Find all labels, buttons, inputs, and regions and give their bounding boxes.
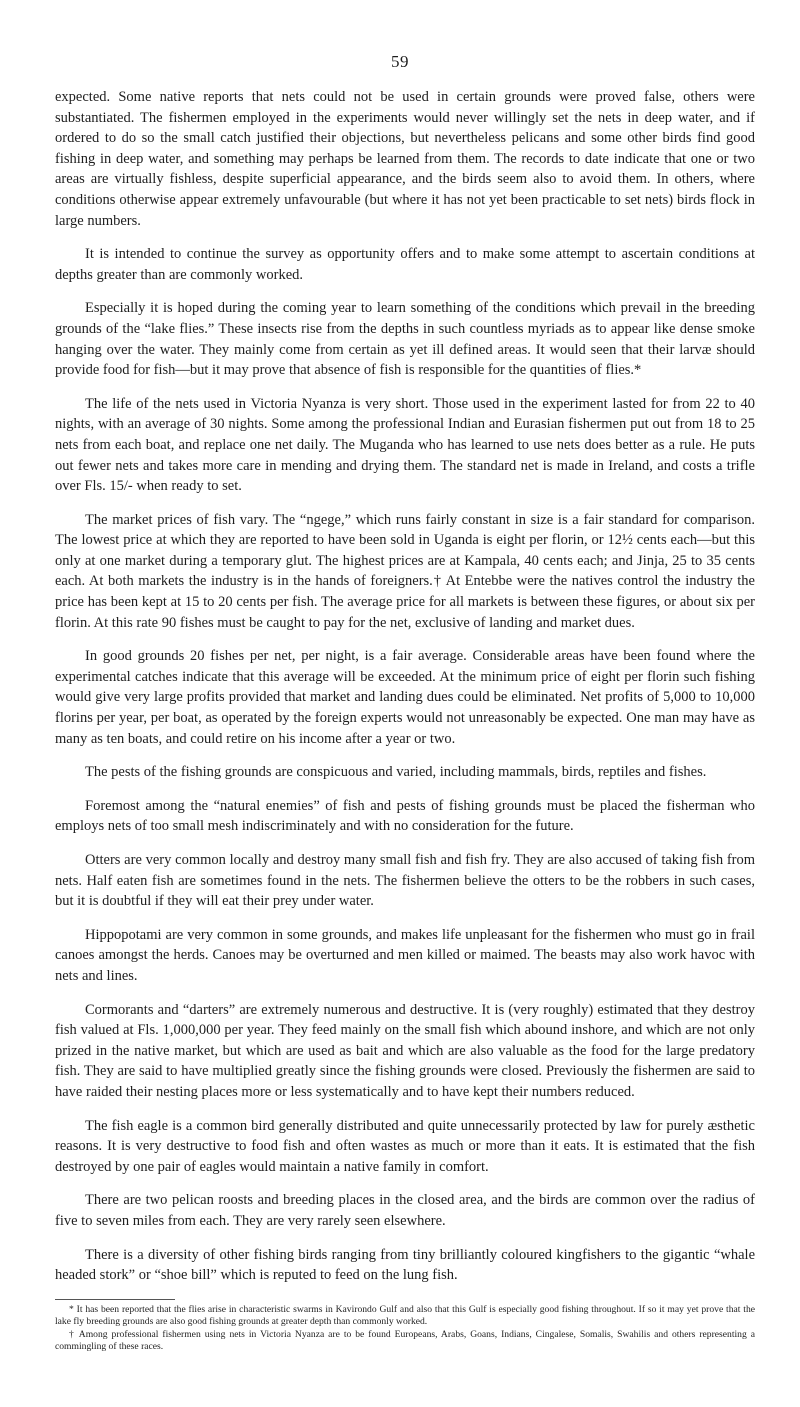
paragraph-9: Otters are very common locally and destroy many small fish and fish fry. They are also accused of taking fish from nets. Half eaten fish are sometimes found in the nets. The fishermen believe the otters to be the robbers in such cases, but it is doubtful if they will eat their prey under water. [55, 852, 755, 910]
paragraph-1: expected. Some native reports that nets could not be used in certain grounds were proved false, others were substantiated. The fishermen employed in the experiments would never willingly set the nets in deep water, and if ordered to do so the small catch justified their objections, but nevertheless pelicans and some other birds find good fishing in deep water, and something may perhaps be learned from them. The records to date indicate that one or two areas are virtually fishless, despite superficial appearance, and the birds seem also to avoid them. In others, where conditions otherwise appear extremely unfavourable (but where it has not yet been practicable to set nets) birds flock in large numbers. [55, 89, 755, 229]
footnote-asterisk: * It has been reported that the flies arise in characteristic swarms in Kavirondo Gulf and also that this Gulf is especially good fishing throughout. If so it may yet prove that the lake fly breeding grounds are also good fishing grounds at greater depth than commonly worked. [55, 1303, 755, 1328]
paragraph-4: The life of the nets used in Victoria Nyanza is very short. Those used in the experiment lasted for from 22 to 40 nights, with an average of 30 nights. Some among the professional Indian and Eurasian fishermen put out from 18 to 25 nets from each boat, and replace one net daily. The Muganda who has learned to use nets does better as a rule. He puts out fewer nets and takes more care in mending and drying them. The standard net is made in Ireland, and costs a trifle over Fls. 15/- when ready to set. [55, 395, 755, 495]
paragraph-3: Especially it is hoped during the coming year to learn something of the conditions which prevail in the breeding grounds of the “lake flies.” These insects rise from the depths in such countless myriads as to appear like dense smoke hanging over the water. They mainly come from certain as yet ill defined areas. It would seen that their larvæ should provide food for fish—but it may prove that absence of fish is responsible for the quantities of flies.* [55, 300, 755, 379]
paragraph-6: In good grounds 20 fishes per net, per night, is a fair average. Considerable areas have been found where the experimental catches indicate that this average will be exceeded. At the minimum price of eight per florin such fishing would give very large profits provided that market and landing dues could be eliminated. Net profits of 5,000 to 10,000 florins per year, per boat, as operated by the foreign experts would not unreasonably be expected. One man may have as many as ten boats, and could retire on his income after a year or two. [55, 648, 755, 747]
footnote-dagger: † Among professional fishermen using nets in Victoria Nyanza are to be found Europeans, Arabs, Goans, Indians, Cingalese, Somalis, Swahilis and others representing a commingling of these races. [55, 1328, 755, 1353]
paragraph-11: Cormorants and “darters” are extremely numerous and destructive. It is (very roughly) estimated that they destroy fish valued at Fls. 1,000,000 per year. They feed mainly on the small fish which abound inshore, and which are not only prized in the native market, but which are used as bait and which are also valuable as the food for the large predatory fish. They are said to have multiplied greatly since the fishing grounds were closed. Previously the fishermen are said to have raided their nesting places more or less systematically and to have kept their numbers reduced. [55, 1001, 755, 1100]
footnote-divider [55, 1299, 175, 1300]
paragraph-5: The market prices of fish vary. The “ngege,” which runs fairly constant in size is a fair standard for comparison. The lowest price at which they are reported to have been sold in Uganda is eight per florin, or 12½ cents each—but this only at one market during a temporary glut. The highest prices are at Kampala, 40 cents each; and Jinja, 25 to 35 cents each. At both markets the industry is in the hands of foreigners.† At Entebbe were the natives control the industry the price has been kept at 15 to 20 cents per fish. The average price for all markets is between these figures, or about six per florin. At this rate 90 fishes must be caught to pay for the net, exclusive of landing and market dues. [55, 511, 755, 631]
paragraph-12: The fish eagle is a common bird generally distributed and quite unnecessarily protected by law for purely æsthetic reasons. It is very destructive to food fish and often wastes as much or more than it eats. It is estimated that the fish destroyed by one pair of eagles would maintain a native family in comfort. [55, 1117, 755, 1175]
paragraph-10: Hippopotami are very common in some grounds, and makes life unpleasant for the fishermen who must go in frail canoes amongst the herds. Canoes may be overturned and men killed or maimed. The beasts may also work havoc with nets and lines. [55, 926, 755, 984]
footnotes [55, 1304, 755, 1354]
paragraph-14: There is a diversity of other fishing birds ranging from tiny brilliantly coloured kingfishers to the gigantic “whale headed stork” or “shoe bill” which is reputed to feed on the lung fish. [55, 1246, 755, 1284]
page-number: 59 [391, 52, 409, 71]
paragraph-2: It is intended to continue the survey as opportunity offers and to make some attempt to ascertain conditions at depths greater than are commonly worked. [55, 246, 755, 283]
body-text [55, 87, 755, 1354]
paragraph-8: Foremost among the “natural enemies” of fish and pests of fishing grounds must be placed the fisherman who employs nets of too small mesh indiscriminately and with no consideration for the future. [55, 797, 755, 835]
paragraph-7: The pests of the fishing grounds are conspicuous and varied, including mammals, birds, reptiles and fishes. [85, 764, 707, 781]
paragraph-13: There are two pelican roosts and breeding places in the closed area, and the birds are common over the radius of five to seven miles from each. They are very rarely seen elsewhere. [55, 1192, 755, 1229]
